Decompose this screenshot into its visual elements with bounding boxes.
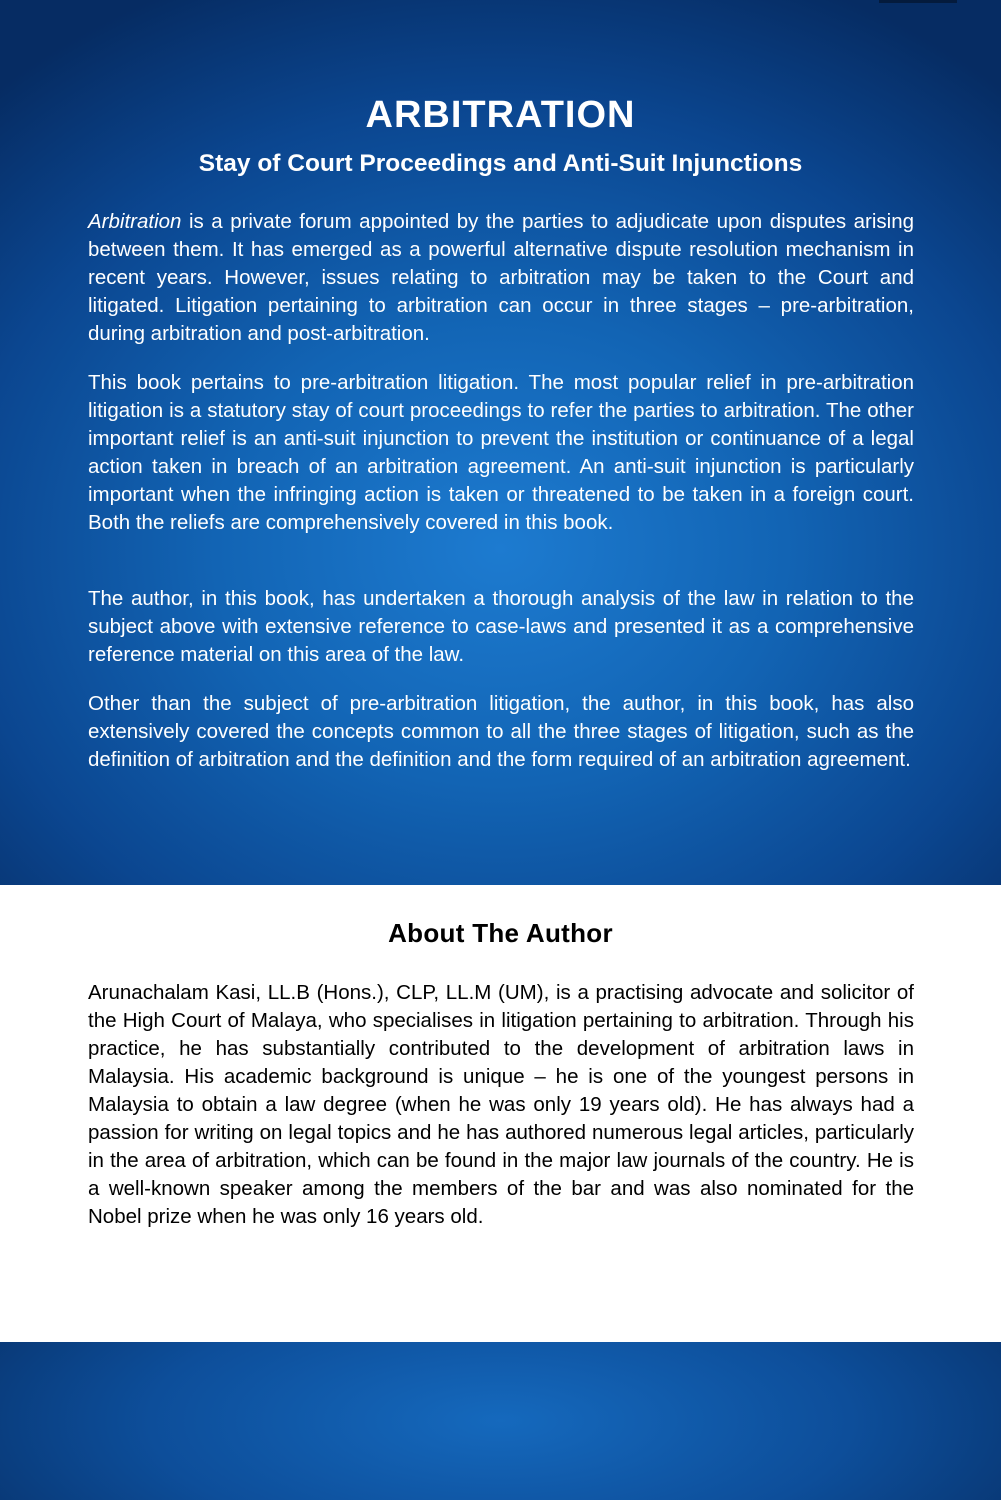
blurb-italic-lead: Arbitration	[88, 210, 182, 233]
blurb-paragraph-2: This book pertains to pre-arbitration litigation. The most popular relief in pre-arbitration litigation is a statutory stay of court proceedings to refer the parties to arbitration. The other important relief is an anti-suit injunction to prevent the institution or continuance of a legal action taken in breach of an arbitration agreement. An anti-suit injunction is particularly important when the infringing action is taken or threatened to be taken in a foreign court. Both the reliefs are comprehensively covered in this book.	[88, 371, 914, 534]
book-title: ARBITRATION	[365, 94, 636, 136]
blurb-paragraph-4: Other than the subject of pre-arbitration litigation, the author, in this book, has also extensively covered the concepts common to all the three stages of litigation, such as the definition of arbitration and the definition and the form required of an arbitration agreement.	[88, 692, 914, 771]
blurb-paragraph-3: The author, in this book, has undertaken a thorough analysis of the law in relation to the subject above with extensive reference to case-laws and presented it as a comprehensive reference material on this area of the law.	[88, 587, 914, 666]
blue-bottom-panel	[0, 1342, 1001, 1500]
blurb-paragraph-1	[88, 208, 914, 348]
book-subtitle: Stay of Court Proceedings and Anti-Suit Injunctions	[198, 150, 803, 177]
about-author-heading: About The Author	[388, 918, 613, 948]
top-edge-mark	[879, 0, 957, 3]
about-author-text: Arunachalam Kasi, LL.B (Hons.), CLP, LL.M (UM), is a practising advocate and solicitor of the High Court of Malaya, who specialises in litigation pertaining to arbitration. Through his practice, he has substantially contributed to the development of arbitration laws in Malaysia. His academic background is unique – he is one of the youngest persons in Malaysia to obtain a law degree (when he was only 19 years old). He has always had a passion for writing on legal topics and he has authored numerous legal articles, particularly in the area of arbitration, which can be found in the major law journals of the country. He is a well-known speaker among the members of the bar and was also nominated for the Nobel prize when he was only 16 years old.	[88, 981, 914, 1228]
blurb-paragraph-1-text: is a private forum appointed by the parties to adjudicate upon disputes arising between them. It has emerged as a powerful alternative dispute resolution mechanism in recent years. However, issues relating to arbitration may be taken to the Court and litigated. Litigation pertaining to arbitration can occur in three stages – pre-arbitration, during arbitration and post-arbitration.	[88, 210, 914, 345]
